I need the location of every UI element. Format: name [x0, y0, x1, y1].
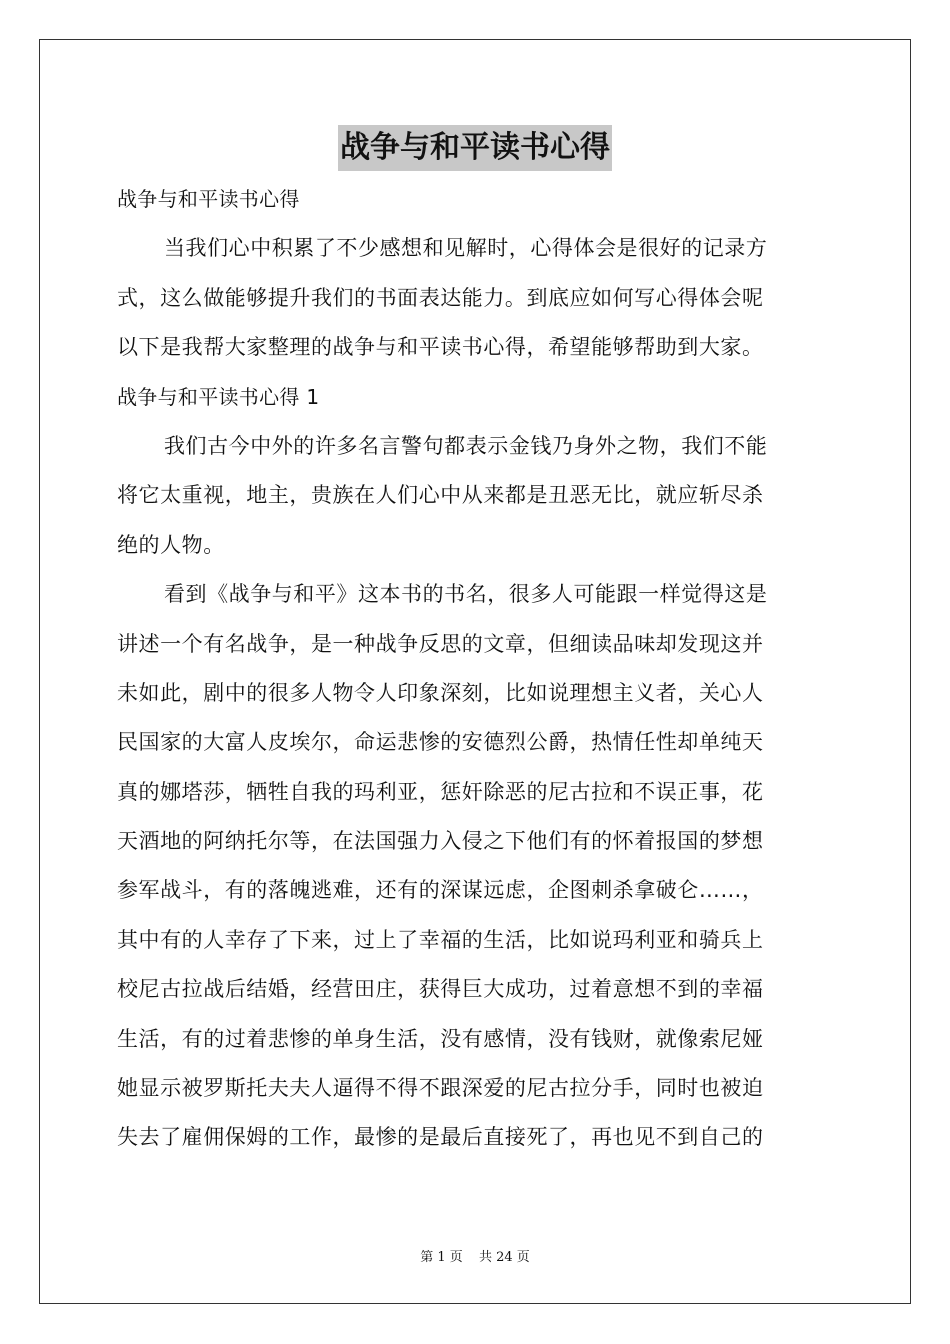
- section-heading: 战争与和平读书心得 1: [117, 384, 320, 409]
- body-line: 参军战斗，有的落魄逃难，还有的深谋远虑，企图刺杀拿破仑……，: [117, 878, 764, 903]
- body-line: 失去了雇佣保姆的工作，最惨的是最后直接死了，再也见不到自己的: [117, 1125, 764, 1150]
- body-line: 将它太重视，地主，贵族在人们心中从来都是丑恶无比，就应斩尽杀: [117, 483, 764, 508]
- body-line: 战争与和平读书心得: [117, 187, 300, 211]
- body-line: 天酒地的阿纳托尔等，在法国强力入侵之下他们有的怀着报国的梦想: [117, 829, 764, 854]
- body-line: 未如此，剧中的很多人物令人印象深刻，比如说理想主义者，关心人: [117, 680, 764, 705]
- body-line: 她显示被罗斯托夫夫人逼得不得不跟深爱的尼古拉分手，同时也被迫: [117, 1076, 764, 1101]
- title-container: [0, 125, 950, 171]
- page-footer: [0, 1246, 950, 1265]
- body-line: 式，这么做能够提升我们的书面表达能力。到底应如何写心得体会呢: [117, 285, 764, 310]
- body-line: 当我们心中积累了不少感想和见解时，心得体会是很好的记录方: [164, 236, 768, 261]
- body-line: 校尼古拉战后结婚，经营田庄，获得巨大成功，过着意想不到的幸福: [117, 977, 764, 1002]
- body-line: 其中有的人幸存了下来，过上了幸福的生活，比如说玛利亚和骑兵上: [117, 927, 764, 952]
- page-total: 共 24 页: [478, 1250, 530, 1265]
- body-line: 我们古今中外的许多名言警句都表示金钱乃身外之物，我们不能: [164, 433, 768, 458]
- body-line: 生活，有的过着悲惨的单身生活，没有感情，没有钱财，就像索尼娅: [117, 1026, 764, 1051]
- document-body: [117, 175, 833, 1163]
- body-line: 民国家的大富人皮埃尔，命运悲惨的安德烈公爵，热情任性却单纯天: [117, 730, 764, 755]
- page-number: 第 1 页: [420, 1250, 463, 1265]
- body-line: 绝的人物。: [117, 532, 225, 557]
- body-line: 看到《战争与和平》这本书的书名，很多人可能跟一样觉得这是: [164, 582, 768, 607]
- document-title: 战争与和平读书心得: [338, 125, 612, 171]
- body-line: 讲述一个有名战争，是一种战争反思的文章，但细读品味却发现这并: [117, 631, 764, 656]
- body-line: 真的娜塔莎，牺牲自我的玛利亚，惩奸除恶的尼古拉和不误正事，花: [117, 779, 764, 804]
- body-line: 以下是我帮大家整理的战争与和平读书心得，希望能够帮助到大家。: [117, 335, 764, 360]
